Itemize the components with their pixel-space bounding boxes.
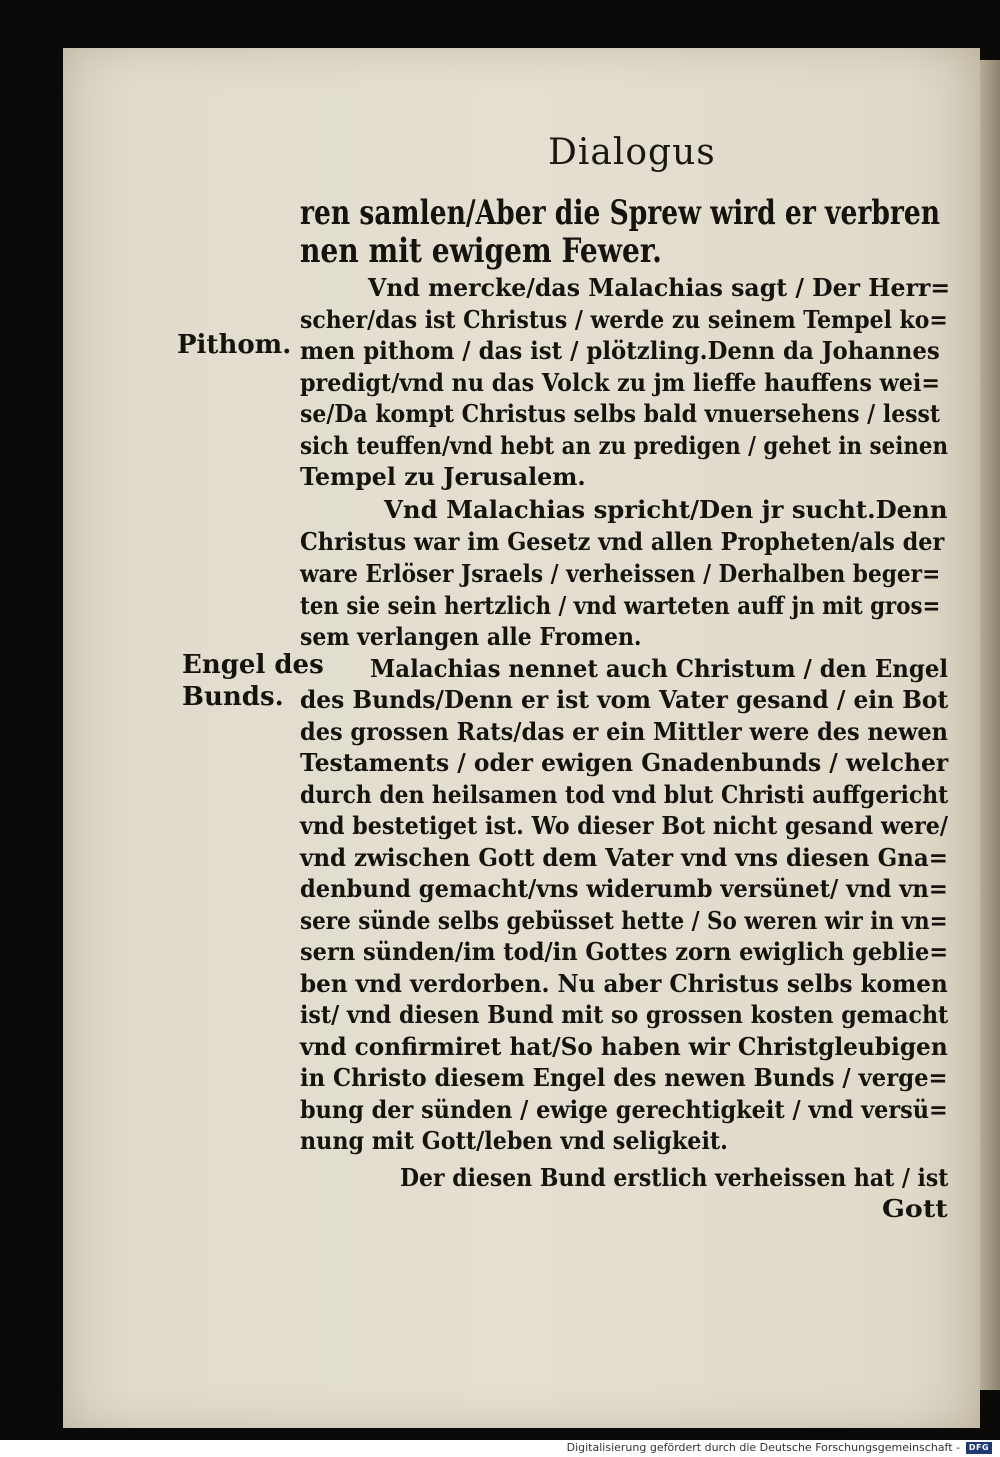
- running-head: Dialogus: [548, 132, 716, 173]
- text-line: sere sünde selbs gebüsset hette / So weren wir in vn=: [300, 906, 948, 935]
- text-line: Testaments / oder ewigen Gnadenbunds / welcher: [300, 748, 949, 777]
- text-line: denbund gemacht/vns widerumb versünet/ vnd vn=: [300, 874, 948, 903]
- margin-note-bunds: Bunds.: [182, 682, 284, 712]
- footer-credit: Digitalisierung gefördert durch die Deutsche Forschungsgemeinschaft -: [566, 1441, 960, 1454]
- text-line: nung mit Gott/leben vnd seligkeit.: [300, 1126, 728, 1155]
- text-line: predigt/vnd nu das Volck zu jm lieffe hauffens wei=: [300, 368, 940, 397]
- text-line: vnd confirmiret hat/So haben wir Christgleubigen: [300, 1032, 948, 1061]
- text-line: vnd bestetiget ist. Wo dieser Bot nicht gesand were/: [300, 811, 949, 840]
- text-line: Der diesen Bund erstlich verheissen hat / ist: [400, 1163, 949, 1192]
- text-line: Tempel zu Jerusalem.: [300, 462, 586, 491]
- text-line: in Christo diesem Engel des newen Bunds / verge=: [300, 1063, 948, 1092]
- text-line: nen mit ewigem Fewer.: [300, 231, 662, 271]
- text-line: ten sie sein hertzlich / vnd warteten auff jn mit gros=: [300, 591, 941, 620]
- text-line: Vnd mercke/das Malachias sagt / Der Herr=: [368, 273, 951, 302]
- text-line: sern sünden/im tod/in Gottes zorn ewiglich geblie=: [300, 937, 949, 966]
- dfg-logo: DFG: [966, 1442, 992, 1454]
- text-line: ren samlen/Aber die Sprew wird er verbren: [300, 193, 941, 233]
- text-line: sem verlangen alle Fromen.: [300, 622, 642, 651]
- text-line: sich teuffen/vnd hebt an zu predigen / gehet in seinen: [300, 431, 949, 460]
- text-line: des Bunds/Denn er ist vom Vater gesand / ein Bot: [300, 685, 949, 714]
- text-line: Christus war im Gesetz vnd allen Propheten/als der: [300, 527, 945, 556]
- footer-bar: [0, 1440, 1000, 1457]
- margin-note-pithom: Pithom.: [177, 330, 292, 360]
- text-line: Vnd Malachias spricht/Den jr sucht.Denn: [384, 495, 948, 524]
- text-line: vnd zwischen Gott dem Vater vnd vns diesen Gna=: [300, 843, 948, 872]
- margin-note-engel: Engel des: [182, 650, 324, 680]
- text-line: bung der sünden / ewige gerechtigkeit / vnd versü=: [300, 1095, 948, 1124]
- text-line: des grossen Rats/das er ein Mittler were des newen: [300, 717, 949, 746]
- text-line: ist/ vnd diesen Bund mit so grossen kosten gemacht: [300, 1000, 949, 1029]
- catchword: Gott: [882, 1194, 948, 1223]
- text-line: ware Erlöser Jsraels / verheissen / Derhalben beger=: [300, 559, 941, 588]
- text-line: scher/das ist Christus / werde zu seinem Tempel ko=: [300, 305, 948, 334]
- text-line: durch den heilsamen tod vnd blut Christi auffgericht: [300, 780, 949, 809]
- page-edge: [978, 60, 1000, 1390]
- text-line: Malachias nennet auch Christum / den Engel: [370, 654, 949, 683]
- text-line: ben vnd verdorben. Nu aber Christus selbs komen: [300, 969, 948, 998]
- text-line: se/Da kompt Christus selbs bald vnuersehens / lesst: [300, 399, 941, 428]
- text-line: men pithom / das ist / plötzling.Denn da Johannes: [300, 336, 940, 365]
